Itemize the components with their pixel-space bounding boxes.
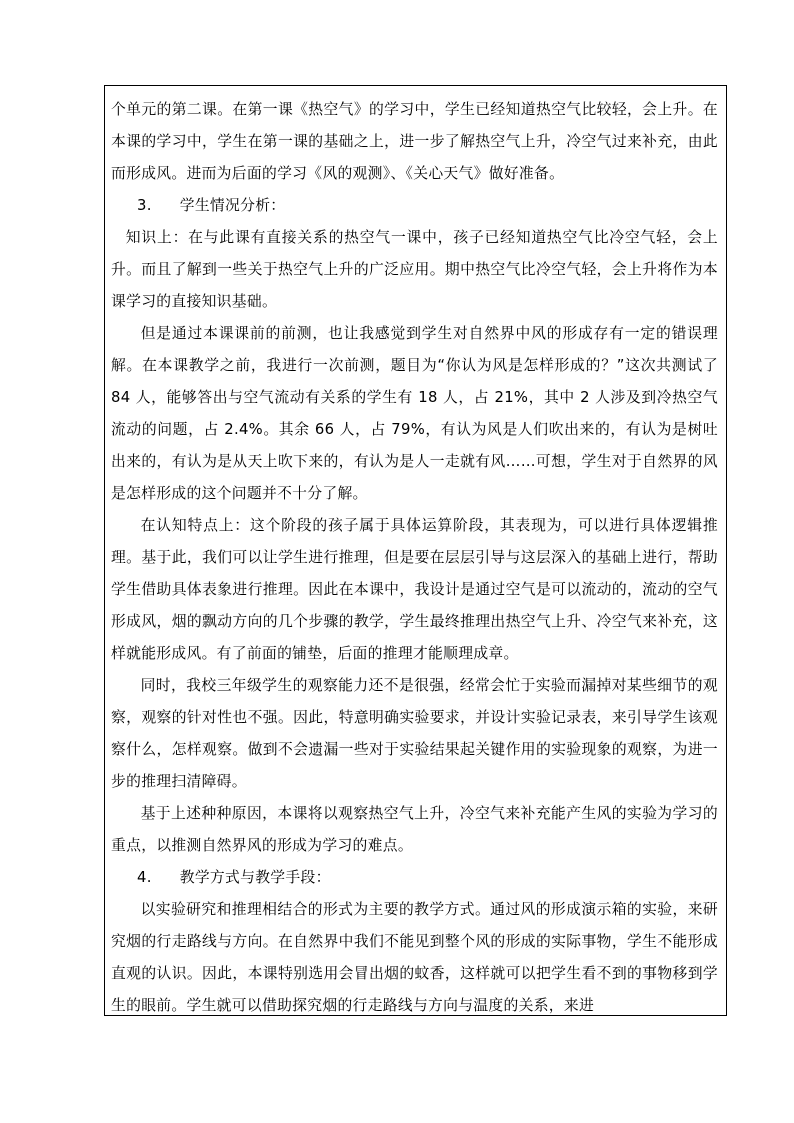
- section-title: 教学方式与教学手段：: [179, 869, 331, 886]
- section-heading-student-analysis: [111, 190, 718, 222]
- paragraph-pretest: 但是通过本课课前的前测，也让我感觉到学生对自然界中风的形成存有一定的错误理解。在本课教学之前，我进行一次前测，题目为“你认为风是怎样形成的？”这次共测试了 84 人，能够答出与空气流动有关系的学生有 18 人，占 21%，其中 2 人涉及到冷热空气流动的问题，占 2.4%。其余 66 人，占 79%，有认为风是人们吹出来的，有认为是树吐出来的，有认为是从天上吹下来的，有认为是人一走就有风……可想，学生对于自然界的风是怎样形成的这个问题并不十分了解。: [111, 325, 718, 502]
- paragraph-focus: 基于上述种种原因，本课将以观察热空气上升，冷空气来补充能产生风的实验为学习的重点，以推测自然界风的形成为学习的难点。: [111, 805, 718, 854]
- paragraph-observation: 同时，我校三年级学生的观察能力还不是很强，经常会忙于实验而漏掉对某些细节的观察，观察的针对性也不强。因此，特意明确实验要求，并设计实验记录表，来引导学生该观察什么，怎样观察。做到不会遗漏一些对于实验结果起关键作用的实验现象的观察，为进一步的推理扫清障碍。: [111, 677, 718, 790]
- section-number: 4.: [137, 869, 152, 886]
- paragraph-cognitive: 在认知特点上：这个阶段的孩子属于具体运算阶段，其表现为，可以进行具体逻辑推理。基于此，我们可以让学生进行推理，但是要在层层引导与这层深入的基础上进行，帮助学生借助具体表象进行推理。因此在本课中，我设计是通过空气是可以流动的，流动的空气形成风，烟的飘动方向的几个步骤的教学，学生最终推理出热空气上升、冷空气来补充，这样就能形成风。有了前面的铺垫，后面的推理才能顺理成章。: [111, 517, 718, 662]
- section-number: 3.: [137, 197, 152, 214]
- document-table-cell: [104, 85, 727, 1016]
- section-title: 学生情况分析：: [179, 197, 286, 214]
- paragraph-knowledge: 知识上：在与此课有直接关系的热空气一课中，孩子已经知道热空气比冷空气轻，会上升。而且了解到一些关于热空气上升的广泛应用。期中热空气比冷空气轻，会上升将作为本课学习的直接知识基础。: [111, 229, 718, 310]
- paragraph-intro: 个单元的第二课。在第一课《热空气》的学习中，学生已经知道热空气比较轻，会上升。在本课的学习中，学生在第一课的基础之上，进一步了解热空气上升，冷空气过来补充，由此而形成风。进而为后面的学习《风的观测》、《关心天气》做好准备。: [111, 101, 718, 182]
- paragraph-methods: 以实验研究和推理相结合的形式为主要的教学方式。通过风的形成演示箱的实验，来研究烟的行走路线与方向。在自然界中我们不能见到整个风的形成的实际事物，学生不能形成直观的认识。因此，本课特别选用会冒出烟的蚊香，这样就可以把学生看不到的事物移到学生的眼前。学生就可以借助探究烟的行走路线与方向与温度的关系，来进: [111, 901, 718, 1014]
- section-heading-teaching-methods: [111, 862, 718, 894]
